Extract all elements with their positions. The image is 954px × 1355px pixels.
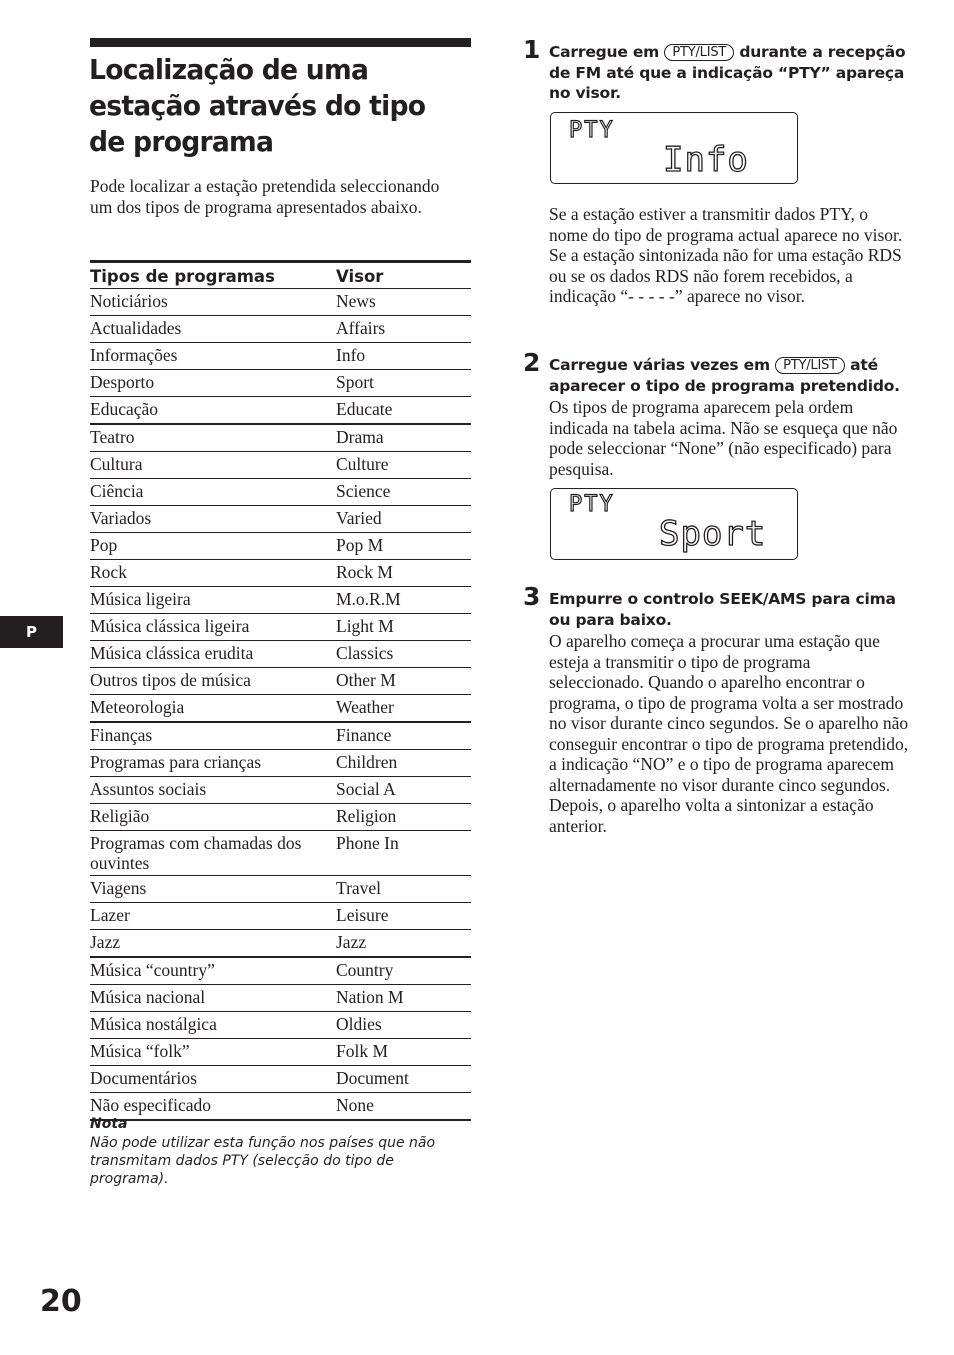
column-header-program-type: Tipos de programas — [90, 262, 336, 289]
table-row — [90, 641, 471, 668]
table-body — [90, 289, 471, 1121]
table-row — [90, 560, 471, 587]
page-title: Localização de uma estação através do tipo de programa — [89, 53, 426, 158]
table-row — [90, 424, 471, 452]
table-row — [90, 750, 471, 777]
display-name-cell: Social A — [336, 777, 471, 804]
step-3-body: O aparelho começa a procurar uma estação que esteja a transmitir o tipo de programa seleccionado. Quando o aparelho encontrar o programa, o tipo de programa volta a ser mostrado no visor durante cinco segundos. Se o aparelho não conseguir encontrar o tipo de programa pretendido, a indicação “NO” e o tipo de programa aparecem alternadamente no visor durante cinco segundos. Depois, o aparelho volta a sintonizar a estação anterior. — [549, 631, 909, 836]
table-row — [90, 452, 471, 479]
program-type-cell: Meteorologia — [90, 695, 336, 723]
program-type-cell: Variados — [90, 506, 336, 533]
table-row — [90, 930, 471, 958]
program-type-cell: Pop — [90, 533, 336, 560]
step-2-heading-pre: Carregue várias vezes em — [549, 356, 770, 374]
display-name-cell: Leisure — [336, 903, 471, 930]
program-type-cell: Teatro — [90, 424, 336, 452]
step-1-heading-pre: Carregue em — [549, 43, 660, 61]
display-name-cell: Drama — [336, 424, 471, 452]
table-row — [90, 614, 471, 641]
step-2-body: Os tipos de programa aparecem pela ordem indicada na tabela acima. Não se esqueça que não pode seleccionar “None” (não especificado) para pesquisa. — [549, 397, 898, 479]
lcd-display-info-graphic — [551, 113, 797, 183]
lcd-display-sport — [550, 488, 798, 560]
display-name-cell: None — [336, 1093, 471, 1121]
program-type-cell: Informações — [90, 343, 336, 370]
table-row — [90, 876, 471, 903]
title-rule — [90, 38, 471, 47]
table-row — [90, 668, 471, 695]
display-name-cell: Pop M — [336, 533, 471, 560]
program-type-cell: Jazz — [90, 930, 336, 958]
table-row — [90, 722, 471, 750]
step-1-number: 1 — [523, 35, 541, 64]
display-name-cell: Finance — [336, 722, 471, 750]
note-title: Nota — [90, 1116, 128, 1132]
display-name-cell: Children — [336, 750, 471, 777]
display-name-cell: Folk M — [336, 1039, 471, 1066]
display-name-cell: Other M — [336, 668, 471, 695]
program-type-cell: Outros tipos de música — [90, 668, 336, 695]
table-row — [90, 1039, 471, 1066]
program-type-cell: Música ligeira — [90, 587, 336, 614]
intro-paragraph: Pode localizar a estação pretendida seleccionando um dos tipos de programa apresentados abaixo. — [90, 176, 440, 217]
program-type-cell: Lazer — [90, 903, 336, 930]
program-type-cell: Música “country” — [90, 957, 336, 985]
pty-list-button[interactable]: PTY/LIST — [775, 357, 845, 374]
program-type-cell: Assuntos sociais — [90, 777, 336, 804]
display-name-cell: Varied — [336, 506, 471, 533]
table-row — [90, 1093, 471, 1121]
pty-list-button[interactable]: PTY/LIST — [664, 44, 734, 61]
program-type-cell: Finanças — [90, 722, 336, 750]
program-type-cell: Religião — [90, 804, 336, 831]
page-number: 20 — [40, 1284, 82, 1319]
program-type-cell: Documentários — [90, 1066, 336, 1093]
table-row — [90, 1012, 471, 1039]
display-name-cell: Jazz — [336, 930, 471, 958]
table-row — [90, 985, 471, 1012]
display-name-cell: Oldies — [336, 1012, 471, 1039]
program-type-cell: Programas para crianças — [90, 750, 336, 777]
step-3-heading: Empurre o controlo SEEK/AMS para cima ou para baixo. — [549, 590, 896, 629]
display-name-cell: Info — [336, 343, 471, 370]
display-name-cell: Travel — [336, 876, 471, 903]
display-name-cell: Classics — [336, 641, 471, 668]
display-name-cell: Weather — [336, 695, 471, 723]
table-row — [90, 804, 471, 831]
note-text: Não pode utilizar esta função nos países que não transmitam dados PTY (selecção do tipo de programa). — [90, 1135, 436, 1187]
display-name-cell: Sport — [336, 370, 471, 397]
table-row — [90, 1066, 471, 1093]
table-row — [90, 397, 471, 425]
program-type-table — [90, 260, 471, 1121]
program-type-cell: Desporto — [90, 370, 336, 397]
program-type-cell: Noticiários — [90, 289, 336, 316]
program-type-cell: Música nostálgica — [90, 1012, 336, 1039]
lcd-small-text: PTY — [569, 492, 615, 517]
lcd-small-text: PTY — [569, 118, 615, 143]
program-type-cell: Não especificado — [90, 1093, 336, 1121]
table-row — [90, 587, 471, 614]
column-header-display: Visor — [336, 262, 471, 289]
step-2-heading-post: até aparecer o tipo de programa pretendido. — [549, 356, 900, 395]
table-row — [90, 506, 471, 533]
display-name-cell: Affairs — [336, 316, 471, 343]
step-2-heading — [549, 355, 909, 396]
table-row — [90, 316, 471, 343]
step-2-number: 2 — [523, 348, 541, 377]
table-row — [90, 343, 471, 370]
program-type-cell: Rock — [90, 560, 336, 587]
display-name-cell: Phone In — [336, 831, 471, 876]
program-type-cell: Música clássica ligeira — [90, 614, 336, 641]
lcd-big-text: Sport — [659, 514, 767, 554]
table-row — [90, 289, 471, 316]
lcd-display-info — [550, 112, 798, 184]
program-type-cell: Música nacional — [90, 985, 336, 1012]
program-type-cell: Actualidades — [90, 316, 336, 343]
program-type-cell: Música “folk” — [90, 1039, 336, 1066]
display-name-cell: News — [336, 289, 471, 316]
display-name-cell: M.o.R.M — [336, 587, 471, 614]
step-1-body: Se a estação estiver a transmitir dados PTY, o nome do tipo de programa actual aparece no visor. Se a estação sintonizada não for uma estação RDS ou se os dados RDS não forem recebidos, a indicação “- - - - -” aparece no visor. — [549, 204, 903, 306]
display-name-cell: Light M — [336, 614, 471, 641]
program-type-cell: Viagens — [90, 876, 336, 903]
table-header-row — [90, 262, 471, 289]
table-row — [90, 957, 471, 985]
display-name-cell: Nation M — [336, 985, 471, 1012]
table-row — [90, 695, 471, 723]
display-name-cell: Science — [336, 479, 471, 506]
table-row — [90, 370, 471, 397]
program-type-cell: Educação — [90, 397, 336, 425]
display-name-cell: Educate — [336, 397, 471, 425]
table-row — [90, 903, 471, 930]
program-type-cell: Ciência — [90, 479, 336, 506]
program-type-cell: Programas com chamadas dos ouvintes — [90, 831, 336, 876]
table-row — [90, 479, 471, 506]
step-1-heading — [549, 42, 909, 104]
display-name-cell: Rock M — [336, 560, 471, 587]
step-3-number: 3 — [523, 582, 541, 611]
display-name-cell: Culture — [336, 452, 471, 479]
lcd-display-sport-graphic — [551, 489, 797, 559]
table-row — [90, 831, 471, 876]
language-tab: P — [0, 616, 63, 648]
display-name-cell: Document — [336, 1066, 471, 1093]
display-name-cell: Country — [336, 957, 471, 985]
table-row — [90, 533, 471, 560]
program-type-cell: Música clássica erudita — [90, 641, 336, 668]
table-row — [90, 777, 471, 804]
program-type-cell: Cultura — [90, 452, 336, 479]
lcd-big-text: Info — [663, 140, 749, 180]
display-name-cell: Religion — [336, 804, 471, 831]
step-1-heading-post: durante a recepção de FM até que a indicação “PTY” apareça no visor. — [549, 43, 906, 102]
